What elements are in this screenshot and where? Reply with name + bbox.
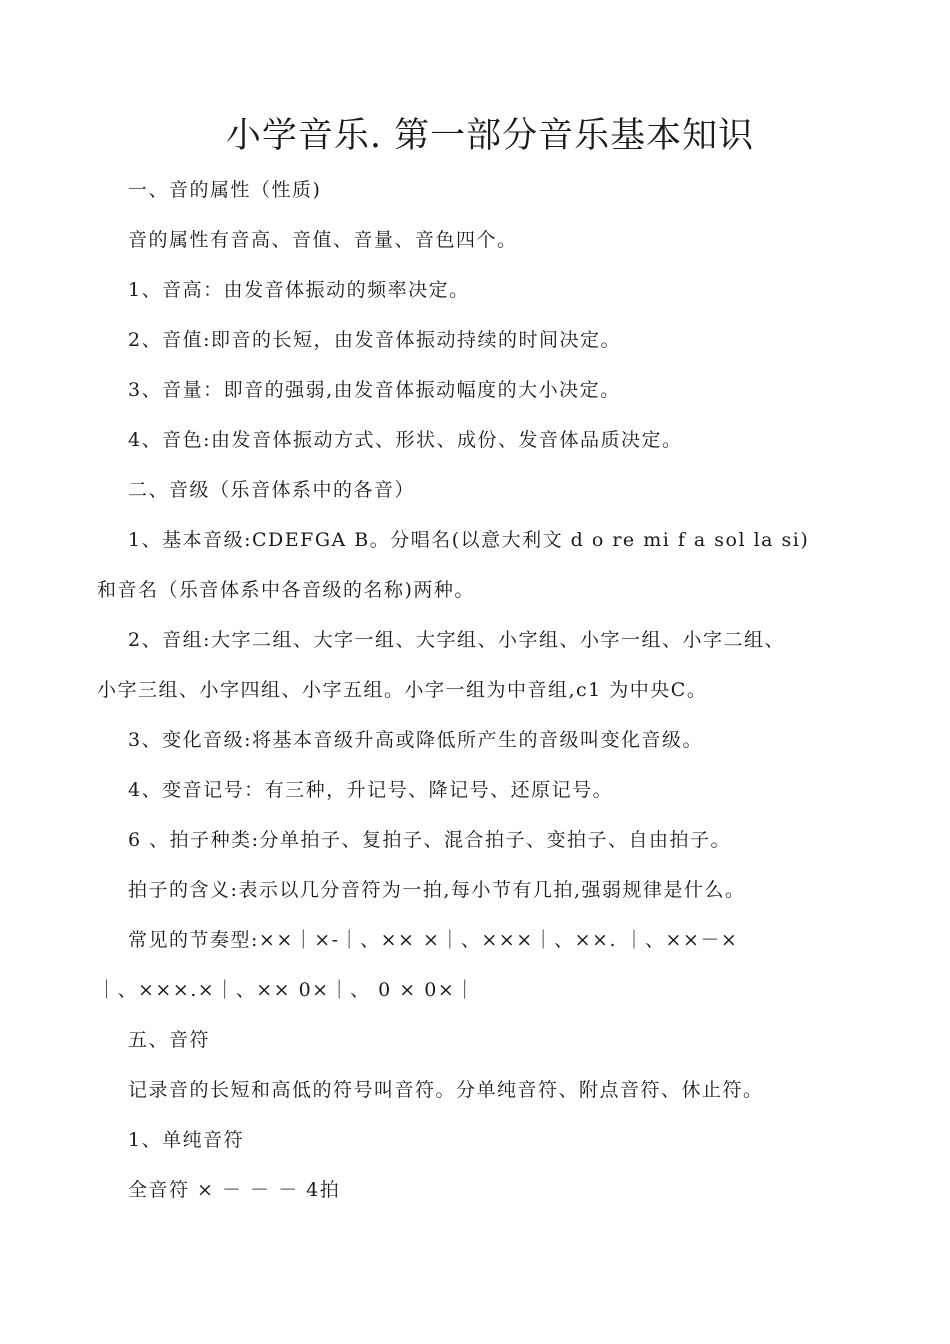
paragraph-line: 1、基本音级:CDEFGA B。分唱名(以意大利文 d o re mi f a sol la si): [128, 529, 810, 551]
paragraph-line: 全音符 × － － － 4拍: [128, 1179, 341, 1201]
section-heading-scale-degrees: 二、音级（乐音体系中的各音）: [128, 479, 416, 501]
rhythm-patterns-line: ｜、×××.×｜、×× 0×｜、 0 × 0×｜: [97, 979, 476, 1001]
paragraph-line: 3、变化音级:将基本音级升高或降低所产生的音级叫变化音级。: [128, 729, 703, 751]
paragraph-line: 6 、拍子种类:分单拍子、复拍子、混合拍子、变拍子、自由拍子。: [128, 829, 732, 851]
paragraph-line: 4、音色:由发音体振动方式、形状、成份、发音体品质决定。: [128, 429, 683, 451]
section-heading-notes: 五、音符: [128, 1029, 211, 1051]
paragraph-line: 3、音量：即音的强弱,由发音体振动幅度的大小决定。: [128, 379, 621, 401]
paragraph-line: 1、单纯音符: [128, 1129, 245, 1151]
paragraph-line: 小字三组、小字四组、小字五组。小字一组为中音组,c1 为中央C。: [97, 679, 708, 701]
paragraph-line: 记录音的长短和高低的符号叫音符。分单纯音符、附点音符、休止符。: [128, 1079, 764, 1101]
rhythm-patterns-line: 常见的节奏型:××｜×-｜、×× ×｜、×××｜、××. ｜、××－×: [128, 929, 739, 951]
paragraph-line: 音的属性有音高、音值、音量、音色四个。: [128, 229, 518, 251]
paragraph-line: 2、音组:大字二组、大字一组、大字组、小字组、小字一组、小字二组、: [128, 629, 785, 651]
paragraph-line: 1、音高：由发音体振动的频率决定。: [128, 279, 470, 301]
document-title: 小学音乐. 第一部分音乐基本知识: [225, 116, 755, 156]
paragraph-line: 拍子的含义:表示以几分音符为一拍,每小节有几拍,强弱规律是什么。: [128, 879, 746, 901]
paragraph-line: 和音名（乐音体系中各音级的名称)两种。: [97, 579, 475, 601]
paragraph-line: 4、变音记号：有三种，升记号、降记号、还原记号。: [128, 779, 614, 801]
section-heading-properties: 一、音的属性（性质): [128, 179, 322, 201]
paragraph-line: 2、音值:即音的长短，由发音体振动持续的时间决定。: [128, 329, 621, 351]
